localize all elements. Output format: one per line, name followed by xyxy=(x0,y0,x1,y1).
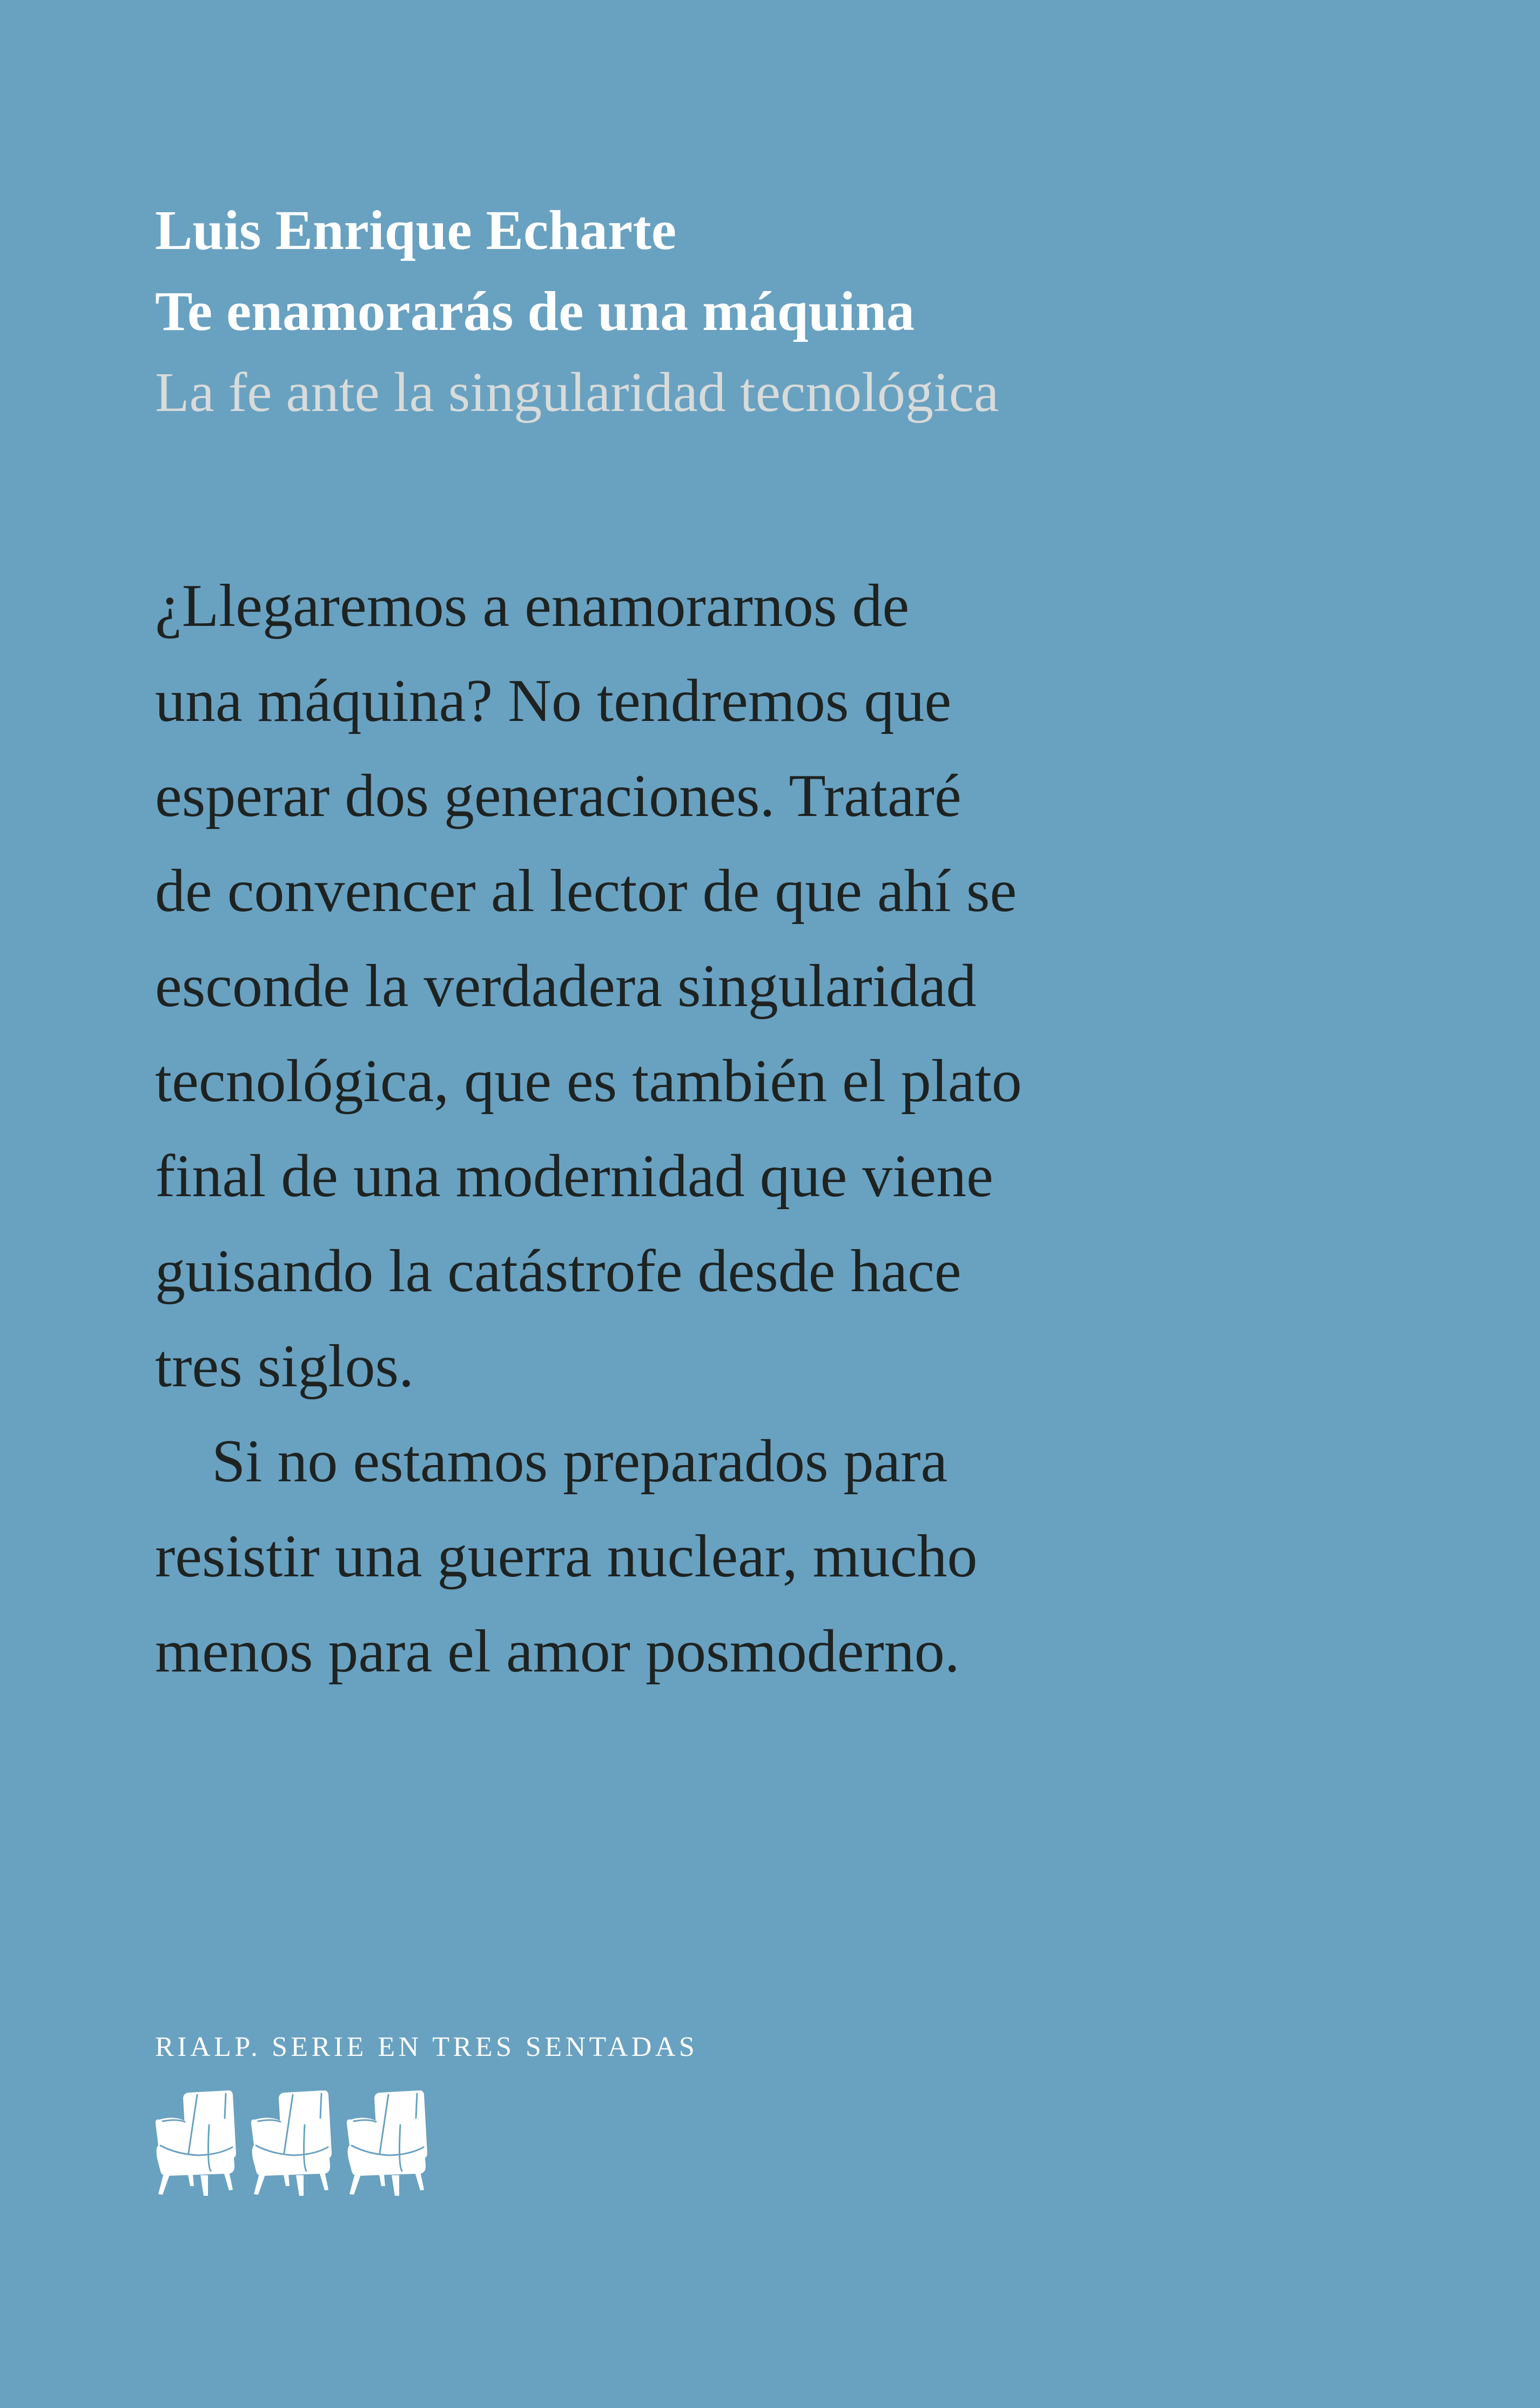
blurb-line: guisando la catástrofe desde hace xyxy=(155,1238,961,1305)
blurb-line: resistir una guerra nuclear, mucho xyxy=(155,1523,978,1590)
blurb-line: una máquina? No tendremos que xyxy=(155,667,952,734)
author-name: Luis Enrique Echarte xyxy=(155,199,676,261)
blurb-line: esperar dos generaciones. Trataré xyxy=(155,763,961,829)
blurb-line: final de una modernidad que viene xyxy=(155,1143,993,1210)
blurb-line: menos para el amor posmoderno. xyxy=(155,1618,960,1685)
book-title: Te enamorarás de una máquina xyxy=(155,280,915,342)
blurb-line: ¿Llegaremos a enamorarnos de xyxy=(155,572,910,639)
blurb-line: tecnológica, que es también el plato xyxy=(155,1048,1022,1115)
cover-header xyxy=(155,190,1400,433)
back-cover-blurb xyxy=(155,558,1400,1699)
publisher-series-label: RIALP. SERIE EN TRES SENTADAS xyxy=(155,2032,698,2062)
armchair-icon xyxy=(251,2090,339,2196)
blurb-line: Si no estamos preparados para xyxy=(212,1428,948,1495)
blurb-line: esconde la verdadera singularidad xyxy=(155,953,977,1020)
blurb-line: tres siglos. xyxy=(155,1333,414,1400)
three-armchairs-icon xyxy=(155,2090,1400,2196)
armchair-icon xyxy=(346,2090,434,2196)
blurb-line: de convencer al lector de que ahí se xyxy=(155,858,1017,925)
armchair-icon xyxy=(155,2090,243,2196)
book-subtitle: La fe ante la singularidad tecnológica xyxy=(155,361,999,423)
